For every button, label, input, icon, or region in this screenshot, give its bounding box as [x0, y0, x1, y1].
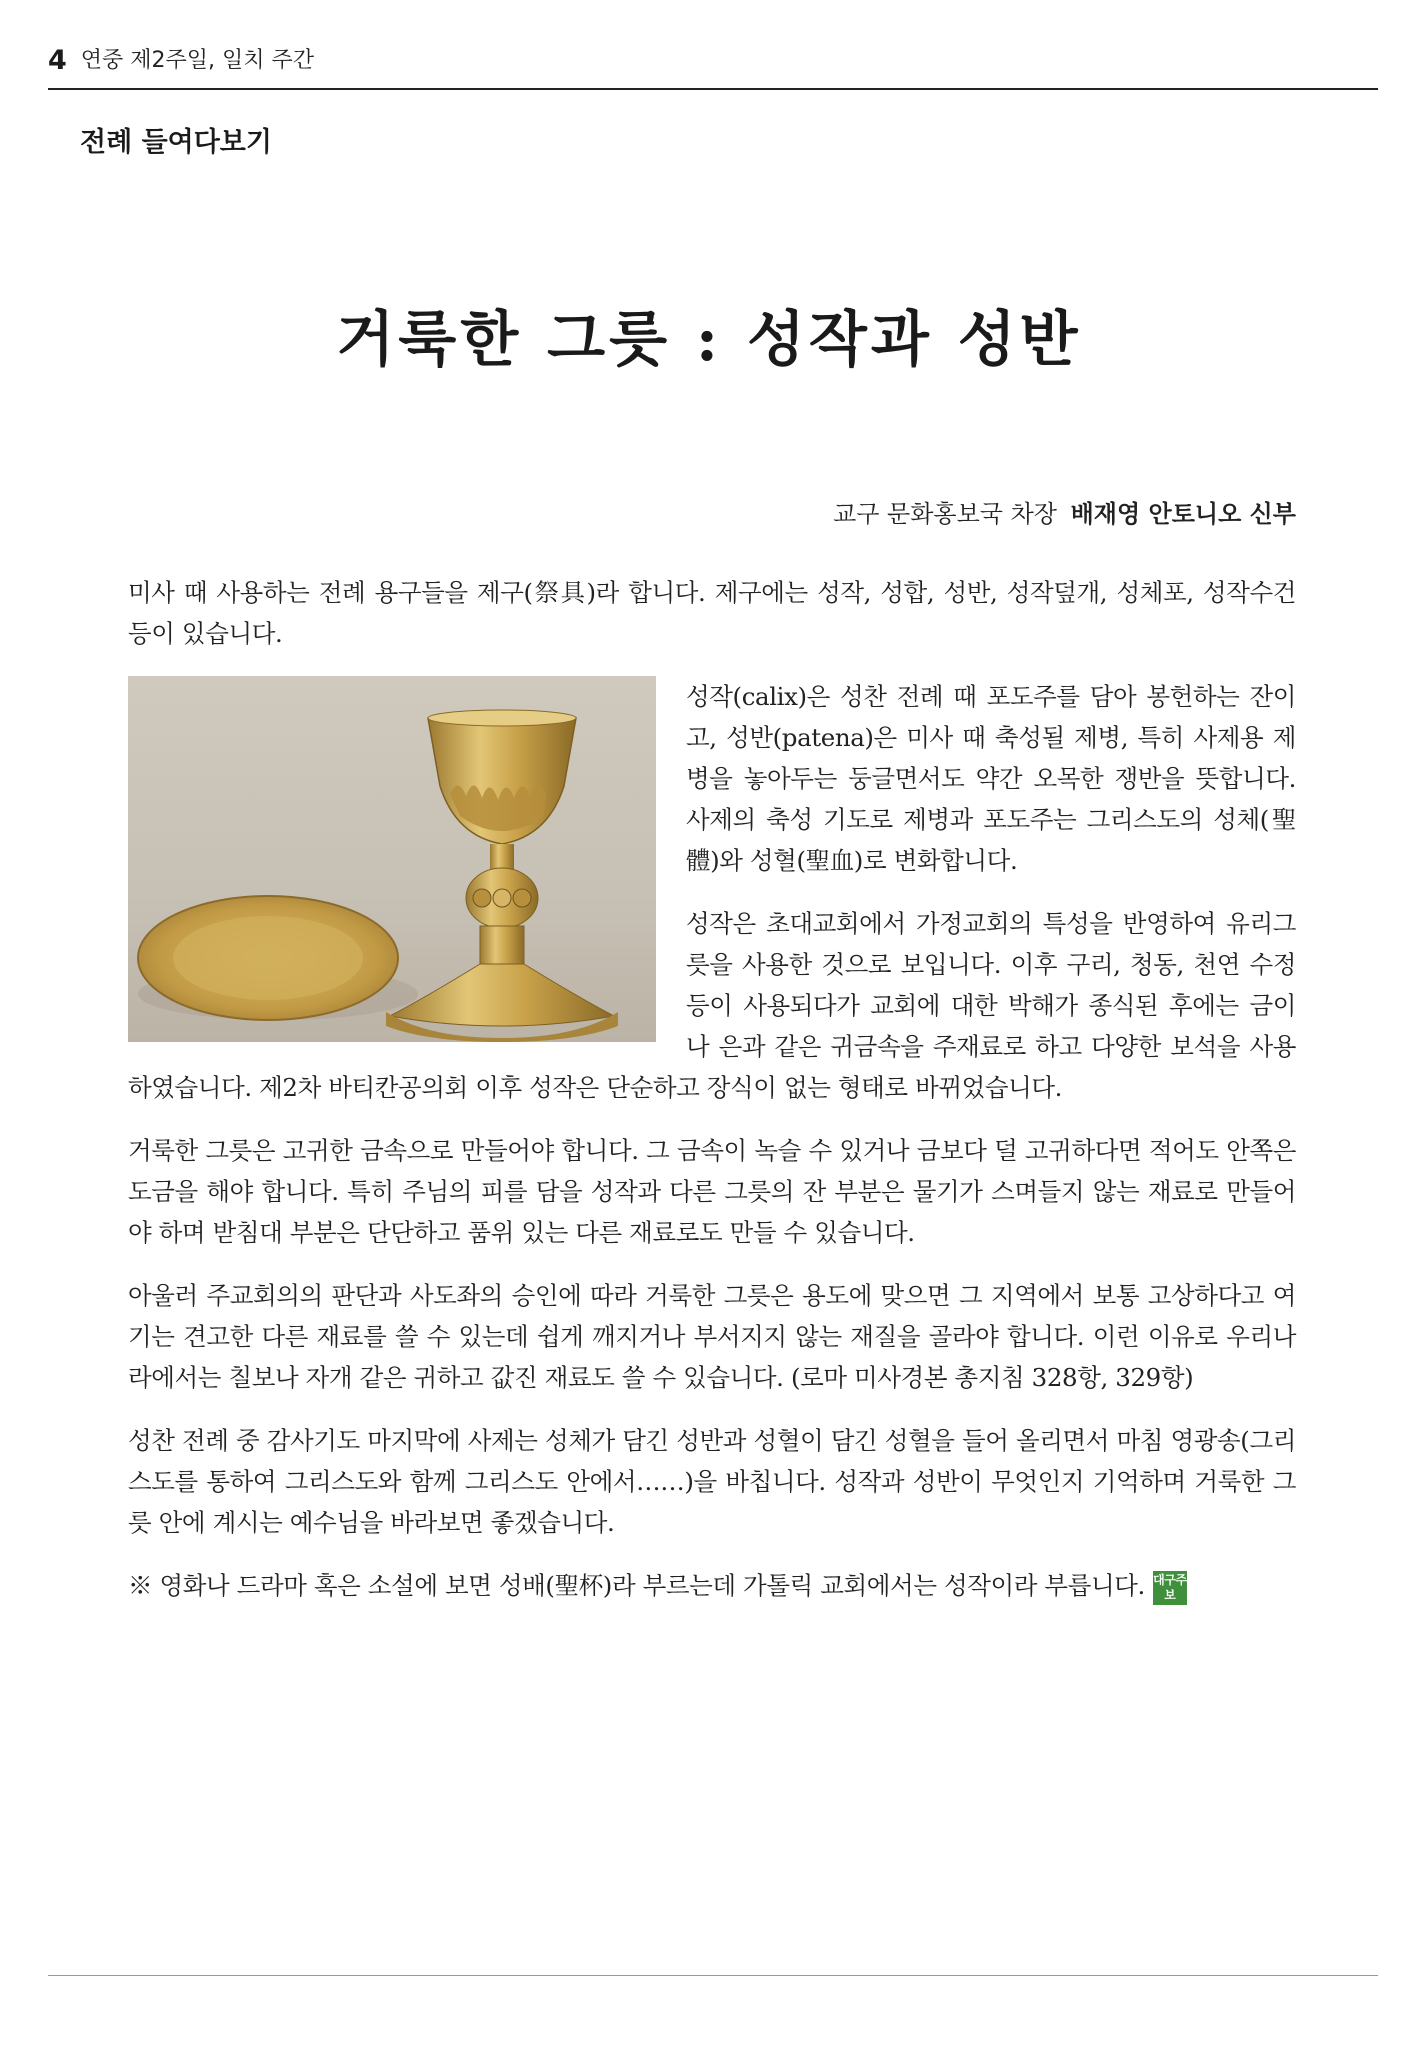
paragraph-6: 성찬 전례 중 감사기도 마지막에 사제는 성체가 담긴 성반과 성혈이 담긴 성혈을 들어 올리면서 마침 영광송(그리스도를 통하여 그리스도와 함께 그리스도 안에서……)을 바칩니다. 성작과 성반이 무엇인지 기억하며 거룩한 그릇 안에 계시는 예수님을 바라보면 좋겠습니다.	[128, 1426, 1296, 1537]
footnote-text: ※ 영화나 드라마 혹은 소설에 보면 성배(聖杯)라 부르는데 가톨릭 교회에서는 성작이라 부릅니다.	[128, 1571, 1145, 1600]
page-header	[48, 46, 1378, 90]
footnote	[128, 1565, 1296, 1606]
paragraph-4: 거룩한 그릇은 고귀한 금속으로 만들어야 합니다. 그 금속이 녹슬 수 있거나 금보다 덜 고귀하다면 적어도 안쪽은 도금을 해야 합니다. 특히 주님의 피를 담을 성작과 다른 그릇의 잔 부분은 물기가 스며들지 않는 재료로 만들어야 하며 받침대 부분은 단단하고 품위 있는 다른 재료로도 만들 수 있습니다.	[128, 1136, 1296, 1247]
paragraph-5: 아울러 주교회의의 판단과 사도좌의 승인에 따라 거룩한 그릇은 용도에 맞으면 그 지역에서 보통 고상하다고 여기는 견고한 다른 재료를 쓸 수 있는데 쉽게 깨지거나 부서지지 않는 재질을 골라야 합니다. 이런 이유로 우리나라에서는 칠보나 자개 같은 귀하고 값진 재료도 쓸 수 있습니다. (로마 미사경본 총지침 328항, 329항)	[128, 1281, 1296, 1392]
daegu-jubo-badge: 대구주보	[1153, 1571, 1187, 1605]
chalice-lower-stem	[480, 926, 524, 966]
knop-boss-left	[473, 889, 491, 907]
chalice-rim	[428, 710, 576, 726]
paragraph-2: 성작(calix)은 성찬 전례 때 포도주를 담아 봉헌하는 잔이고, 성반(patena)은 미사 때 축성될 제병, 특히 사제용 제병을 놓아두는 둥글면서도 약간 오목한 쟁반을 뜻합니다. 사제의 축성 기도로 제병과 포도주는 그리스도의 성체(聖體)와 성혈(聖血)로 변화합니다.	[686, 682, 1296, 875]
byline	[833, 496, 1296, 532]
issue-title: 연중 제2주일, 일치 주간	[80, 48, 315, 73]
footer-rule	[48, 1975, 1378, 1976]
article-body	[128, 572, 1296, 1628]
paten-well	[173, 916, 363, 1000]
article-title: 거룩한 그릇 : 성작과 성반	[336, 305, 1082, 375]
chalice-foot	[390, 964, 614, 1026]
paragraph-1: 미사 때 사용하는 전례 용구들을 제구(祭具)라 합니다. 제구에는 성작, 성합, 성반, 성작덮개, 성체포, 성작수건 등이 있습니다.	[128, 578, 1296, 648]
author-position: 교구 문화홍보국 차장	[833, 500, 1057, 528]
paragraph-3: 성작은 초대교회에서 가정교회의 특성을 반영하여 유리그릇을 사용한 것으로 보입니다. 이후 구리, 청동, 천연 수정 등이 사용되다가 교회에 대한 박해가 종식된 후에는 금이나 은과 같은 귀금속을 주재료로 하고 다양한 보석을 사용하였습니다. 제2차 바티칸공의회 이후 성작은 단순하고 장식이 없는 형태로 바뀌었습니다.	[128, 909, 1296, 1102]
knop-boss-center	[493, 889, 511, 907]
page-number: 4	[48, 45, 67, 76]
section-label: 전례 들여다보기	[80, 127, 272, 158]
knop-boss-right	[513, 889, 531, 907]
chalice-paten-photo	[128, 676, 656, 1042]
author-name: 배재영 안토니오 신부	[1070, 500, 1296, 528]
chalice-illustration	[128, 676, 656, 1042]
